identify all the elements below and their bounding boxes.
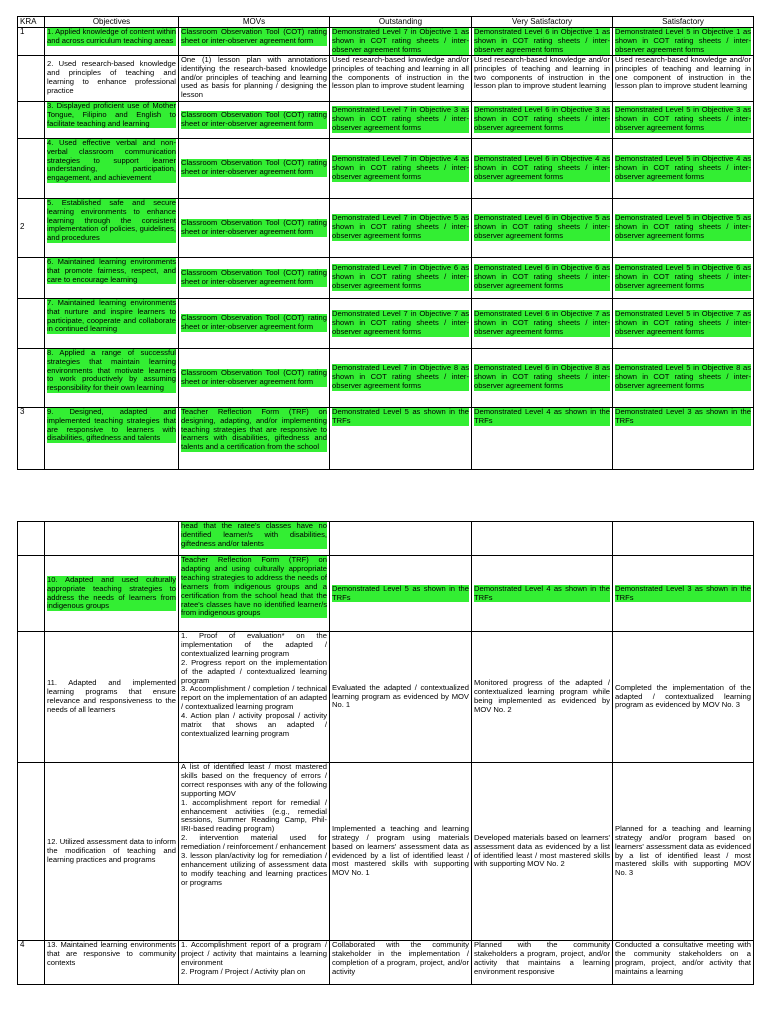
satisfactory-text: Demonstrated Level 3 as shown in the TRFs xyxy=(615,583,751,602)
table-row xyxy=(18,55,754,101)
kra-cell xyxy=(18,348,45,407)
continuation-row xyxy=(18,522,754,556)
outstanding-text: Demonstrated Level 5 as shown in the TRFs xyxy=(332,583,469,602)
outstanding-cell xyxy=(330,348,472,407)
very-satisfactory-cell xyxy=(472,407,613,469)
header-satisfactory: Satisfactory xyxy=(613,17,754,28)
very-satisfactory-cell xyxy=(472,138,613,198)
table-row xyxy=(18,407,754,469)
header-outstanding: Outstanding xyxy=(330,17,472,28)
table-row xyxy=(18,763,754,941)
satisfactory-text: Demonstrated Level 3 as shown in the TRFs xyxy=(615,407,751,425)
very-satisfactory-cell xyxy=(472,522,613,556)
outstanding-cell: Implemented a teaching and learning strategy / program using materials based on learners' assessment data as evidenced by a list of identified least / most mastered skills with supporting MOV No. 1 xyxy=(330,763,472,941)
table-row xyxy=(18,632,754,763)
outstanding-cell: Used research-based knowledge and/or principles of teaching and learning in all the components of instruction in the lesson plan to improve student learning xyxy=(330,55,472,101)
mov-line: 1. Proof of evaluation* on the implementation of the adapted / contextualized learning program xyxy=(181,631,327,658)
very-satisfactory-text: Demonstrated Level 6 in Objective 4 as shown in COT rating sheets / inter-observer agreement forms xyxy=(474,153,610,181)
objective-cell xyxy=(45,298,179,348)
very-satisfactory-text: Demonstrated Level 6 in Objective 1 as shown in COT rating sheets / inter-observer agreement forms xyxy=(474,27,610,54)
mov-cell xyxy=(179,138,330,198)
table-row xyxy=(18,101,754,138)
very-satisfactory-cell xyxy=(472,257,613,298)
outstanding-text: Demonstrated Level 7 in Objective 1 as shown in COT rating sheets / inter-observer agreement forms xyxy=(332,27,469,54)
mov-line: 3. lesson plan/activity log for remediation / enhancement utilizing of assessment data to modify teaching and learning practices or programs xyxy=(181,851,327,887)
very-satisfactory-cell: Used research-based knowledge and/or principles of teaching and learning in two components of instruction in the lesson plan to improve student learning xyxy=(472,55,613,101)
objective-cell: 12. Utilized assessment data to inform the modification of teaching and learning practices and programs xyxy=(45,763,179,941)
kra-cell: 4 xyxy=(18,941,45,985)
very-satisfactory-cell xyxy=(472,101,613,138)
objective-cell: 11. Adapted and implemented learning programs that ensure relevance and responsiveness to the needs of all learners xyxy=(45,632,179,763)
table-row xyxy=(18,198,754,257)
header-very-satisfactory: Very Satisfactory xyxy=(472,17,613,28)
outstanding-cell: Collaborated with the community stakeholder in the implementation / completion of a program, project, and/or activity xyxy=(330,941,472,985)
mov-text: Teacher Reflection Form (TRF) on adapting and using culturally appropriate teaching strategies to address the needs of learners from indigenous groups and a certification from the school head that the ratee's classes have no identified learner/s from indigenous groups xyxy=(181,555,327,618)
outstanding-cell xyxy=(330,407,472,469)
mov-text: Classroom Observation Tool (COT) rating sheet or inter-observer agreement form xyxy=(181,109,327,128)
mov-cell xyxy=(179,298,330,348)
mov-text: Classroom Observation Tool (COT) rating sheet or inter-observer agreement form xyxy=(181,158,327,177)
very-satisfactory-text: Demonstrated Level 6 in Objective 6 as shown in COT rating sheets / inter-observer agreement forms xyxy=(474,263,610,291)
objective-cell xyxy=(45,348,179,407)
satisfactory-cell xyxy=(613,522,754,556)
mov-cell xyxy=(179,28,330,56)
satisfactory-cell xyxy=(613,101,754,138)
very-satisfactory-cell xyxy=(472,348,613,407)
mov-line: 3. Accomplishment / completion / technical report on the implementation of an adapted / contextualized learning program xyxy=(181,684,327,712)
table-row xyxy=(18,556,754,632)
table-row xyxy=(18,257,754,298)
objective-cell xyxy=(45,257,179,298)
objective-cell xyxy=(45,198,179,257)
satisfactory-cell xyxy=(613,298,754,348)
very-satisfactory-cell: Monitored progress of the adapted / contextualized learning program while being implemented as evidenced by MOV No. 2 xyxy=(472,632,613,763)
objective-cell xyxy=(45,28,179,56)
very-satisfactory-cell xyxy=(472,28,613,56)
objective-text: 1. Applied knowledge of content within and across curriculum teaching areas xyxy=(47,27,176,45)
rubric-page-1 xyxy=(17,16,753,470)
objective-text: 7. Maintained learning environments that nurture and inspire learners to participate, cooperate and collaborate in continued learning xyxy=(47,298,176,334)
rubric-table-page-1 xyxy=(17,16,754,470)
table-row xyxy=(18,348,754,407)
very-satisfactory-cell xyxy=(472,556,613,632)
satisfactory-text: Demonstrated Level 5 in Objective 7 as shown in COT rating sheets / inter-observer agreement forms xyxy=(615,308,751,336)
mov-text: head that the ratee's classes have no identified learner/s with disabilities, giftedness and/or talents xyxy=(181,521,327,548)
mov-line: 1. accomplishment report for remedial / enhancement activities (e.g., remedial sessions, Summer Reading Camp, Phil-IRI-based reading program) xyxy=(181,797,327,834)
kra-cell: 3 xyxy=(18,407,45,469)
mov-cell xyxy=(179,556,330,632)
header-row xyxy=(18,17,754,28)
objective-cell: 13. Maintained learning environments that are responsive to community contexts xyxy=(45,941,179,985)
kra-cell xyxy=(18,298,45,348)
objective-cell xyxy=(45,556,179,632)
mov-cell xyxy=(179,348,330,407)
outstanding-text: Demonstrated Level 7 in Objective 4 as shown in COT rating sheets / inter-observer agreement forms xyxy=(332,153,469,181)
objective-text: 10. Adapted and used culturally appropriate teaching strategies to address the needs of learners from indigenous groups xyxy=(47,574,176,611)
outstanding-text: Demonstrated Level 7 in Objective 3 as shown in COT rating sheets / inter-observer agreement forms xyxy=(332,105,469,133)
mov-text: Classroom Observation Tool (COT) rating sheet or inter-observer agreement form xyxy=(181,217,327,236)
kra-cell: 1 xyxy=(18,28,45,56)
outstanding-text: Demonstrated Level 7 in Objective 7 as shown in COT rating sheets / inter-observer agreement forms xyxy=(332,308,469,336)
kra-cell xyxy=(18,763,45,941)
header-objectives: Objectives xyxy=(45,17,179,28)
very-satisfactory-text: Demonstrated Level 4 as shown in the TRFs xyxy=(474,407,610,425)
kra-cell xyxy=(18,257,45,298)
satisfactory-cell xyxy=(613,257,754,298)
satisfactory-cell: Planned for a teaching and learning strategy and/or program based on learners' assessment data as evidenced by a list of identified least / most mastered skills with supporting MOV No. 3 xyxy=(613,763,754,941)
table-row xyxy=(18,28,754,56)
very-satisfactory-text: Demonstrated Level 4 as shown in the TRFs xyxy=(474,583,610,602)
satisfactory-text: Demonstrated Level 5 in Objective 8 as shown in COT rating sheets / inter-observer agreement forms xyxy=(615,363,751,391)
rubric-page-2 xyxy=(17,521,753,985)
mov-line: 2. Progress report on the implementation of the adapted / contextualized learning program xyxy=(181,657,327,685)
satisfactory-text: Demonstrated Level 5 in Objective 4 as shown in COT rating sheets / inter-observer agreement forms xyxy=(615,153,751,181)
header-movs: MOVs xyxy=(179,17,330,28)
outstanding-cell xyxy=(330,138,472,198)
mov-line: 2. Program / Project / Activity plan on xyxy=(181,966,306,976)
satisfactory-cell: Conducted a consultative meeting with the community stakeholders on a program, project, and/or activity that maintains a learning xyxy=(613,941,754,985)
very-satisfactory-text: Demonstrated Level 6 in Objective 8 as shown in COT rating sheets / inter-observer agreement forms xyxy=(474,363,610,391)
satisfactory-cell xyxy=(613,138,754,198)
very-satisfactory-cell: Planned with the community stakeholders a program, project, and/or activity that maintains a learning environment responsive xyxy=(472,941,613,985)
rubric-table-page-2 xyxy=(17,521,754,985)
very-satisfactory-cell xyxy=(472,298,613,348)
objective-cell xyxy=(45,101,179,138)
kra-cell xyxy=(18,55,45,101)
satisfactory-text: Demonstrated Level 5 in Objective 1 as shown in COT rating sheets / inter-observer agreement forms xyxy=(615,27,751,54)
outstanding-text: Demonstrated Level 5 as shown in the TRFs xyxy=(332,407,469,425)
mov-text: Classroom Observation Tool (COT) rating sheet or inter-observer agreement form xyxy=(181,313,327,332)
objective-text: 4. Used effective verbal and non-verbal classroom communication strategies to support learner understanding, participation, engagement, and achievement xyxy=(47,138,176,183)
outstanding-cell xyxy=(330,522,472,556)
kra-cell xyxy=(18,556,45,632)
kra-cell xyxy=(18,101,45,138)
objective-cell xyxy=(45,138,179,198)
mov-line: 4. Action plan / activity proposal / activity matrix that shows an adapted / contextualized learning program xyxy=(181,711,327,738)
table-row xyxy=(18,138,754,198)
mov-cell xyxy=(179,407,330,469)
kra-cell xyxy=(18,138,45,198)
outstanding-text: Demonstrated Level 7 in Objective 5 as shown in COT rating sheets / inter-observer agreement forms xyxy=(332,213,469,241)
mov-text: Classroom Observation Tool (COT) rating sheet or inter-observer agreement form xyxy=(181,267,327,286)
mov-cell xyxy=(179,632,330,763)
outstanding-cell xyxy=(330,198,472,257)
satisfactory-cell xyxy=(613,556,754,632)
kra-cell: 2 xyxy=(18,198,45,257)
outstanding-cell xyxy=(330,28,472,56)
outstanding-cell xyxy=(330,257,472,298)
very-satisfactory-cell: Developed materials based on learners' assessment data as evidenced by a list of identified least / most mastered skills with supporting MOV No. 2 xyxy=(472,763,613,941)
mov-line: 1. Accomplishment report of a program / project / activity that maintains a learning environment xyxy=(181,940,327,967)
kra-cell xyxy=(18,522,45,556)
satisfactory-text: Demonstrated Level 5 in Objective 3 as shown in COT rating sheets / inter-observer agreement forms xyxy=(615,105,751,133)
outstanding-text: Demonstrated Level 7 in Objective 8 as shown in COT rating sheets / inter-observer agreement forms xyxy=(332,363,469,391)
very-satisfactory-text: Demonstrated Level 6 in Objective 7 as shown in COT rating sheets / inter-observer agreement forms xyxy=(474,308,610,336)
mov-cell xyxy=(179,198,330,257)
kra-cell xyxy=(18,632,45,763)
objective-cell: 2. Used research-based knowledge and principles of teaching and learning to enhance professional practice xyxy=(45,55,179,101)
satisfactory-text: Demonstrated Level 5 in Objective 5 as shown in COT rating sheets / inter-observer agreement forms xyxy=(615,213,751,241)
outstanding-text: Demonstrated Level 7 in Objective 6 as shown in COT rating sheets / inter-observer agreement forms xyxy=(332,263,469,291)
satisfactory-cell xyxy=(613,407,754,469)
mov-line: A list of identified least / most mastered skills based on the frequency of errors / correct responses with any of the following supporting MOV xyxy=(181,762,327,798)
outstanding-cell: Evaluated the adapted / contextualized learning program as evidenced by MOV No. 1 xyxy=(330,632,472,763)
mov-cell xyxy=(179,522,330,556)
satisfactory-cell xyxy=(613,28,754,56)
objective-text: 8. Applied a range of successful strategies that maintain learning environments that motivate learners to work productively by assuming responsibility for their own learning xyxy=(47,348,176,393)
very-satisfactory-text: Demonstrated Level 6 in Objective 5 as shown in COT rating sheets / inter-observer agreement forms xyxy=(474,213,610,241)
table-row xyxy=(18,298,754,348)
mov-text: Teacher Reflection Form (TRF) on designing, adapting, and/or implementing teaching strategies that are responsive to learners with disabilities, giftedness and talents and a certification from the school xyxy=(181,407,327,452)
objective-text: 9. Designed, adapted and implemented teaching strategies that are responsive to learners with disabilities, giftedness and talents xyxy=(47,407,176,443)
mov-cell xyxy=(179,257,330,298)
satisfactory-text: Demonstrated Level 5 in Objective 6 as shown in COT rating sheets / inter-observer agreement forms xyxy=(615,263,751,291)
satisfactory-cell xyxy=(613,348,754,407)
very-satisfactory-cell xyxy=(472,198,613,257)
mov-cell xyxy=(179,101,330,138)
objective-text: 5. Established safe and secure learning environments to enhance learning through the consistent implementation of policies, guidelines, and procedures xyxy=(47,198,176,243)
mov-text: Classroom Observation Tool (COT) rating sheet or inter-observer agreement form xyxy=(181,367,327,386)
very-satisfactory-text: Demonstrated Level 6 in Objective 3 as shown in COT rating sheets / inter-observer agreement forms xyxy=(474,105,610,133)
outstanding-cell xyxy=(330,556,472,632)
mov-cell xyxy=(179,763,330,941)
mov-cell: One (1) lesson plan with annotations identifying the research-based knowledge and/or principles of teaching and learning used as basis for planning / designing the lesson xyxy=(179,55,330,101)
mov-line: 2. intervention material used for remediation / reinforcement / enhancement xyxy=(181,833,327,852)
objective-cell xyxy=(45,522,179,556)
mov-cell xyxy=(179,941,330,985)
objective-cell xyxy=(45,407,179,469)
satisfactory-cell xyxy=(613,198,754,257)
outstanding-cell xyxy=(330,101,472,138)
objective-text: 6. Maintained learning environments that promote fairness, respect, and care to encourage learning xyxy=(47,257,176,284)
header-kra: KRA xyxy=(18,17,45,28)
outstanding-cell xyxy=(330,298,472,348)
table-row xyxy=(18,941,754,985)
satisfactory-cell: Used research-based knowledge and/or principles of teaching and learning in one component of instruction in the lesson plan to improve student learning xyxy=(613,55,754,101)
mov-text: Classroom Observation Tool (COT) rating sheet or inter-observer agreement form xyxy=(181,27,327,45)
objective-text: 3. Displayed proficient use of Mother Tongue, Filipino and English to facilitate teaching and learning xyxy=(47,101,176,128)
satisfactory-cell: Completed the implementation of the adapted / contextualized learning program as evidenced by MOV No. 3 xyxy=(613,632,754,763)
